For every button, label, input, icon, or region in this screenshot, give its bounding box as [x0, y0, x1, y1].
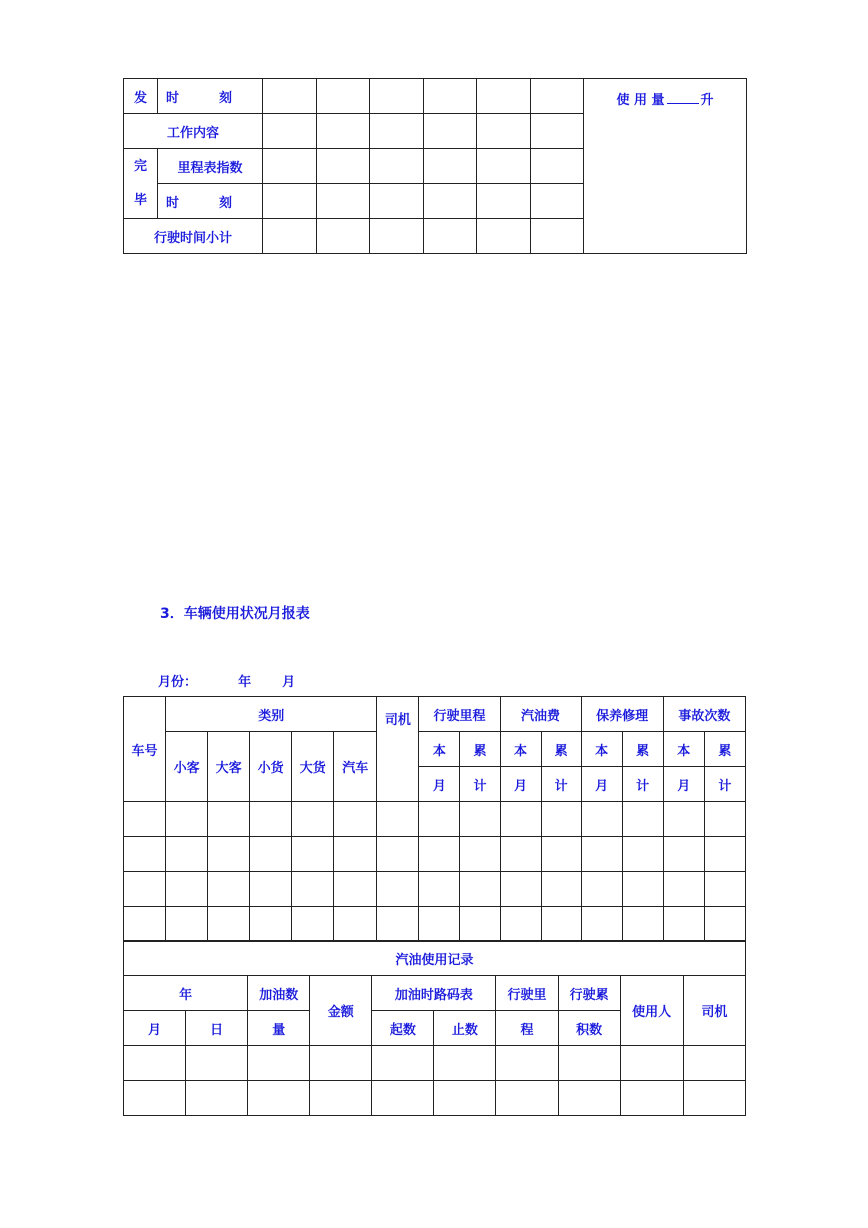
cell[interactable] — [317, 79, 370, 114]
cell[interactable] — [248, 1081, 310, 1116]
fuel-qty-header-1: 加油数 — [248, 976, 310, 1011]
cell[interactable] — [377, 907, 419, 942]
cell[interactable] — [250, 872, 292, 907]
sub-this-month-2: 月 — [500, 767, 541, 802]
sub-this-month-2: 月 — [581, 767, 622, 802]
sub-this-month-2: 月 — [663, 767, 704, 802]
cell[interactable] — [310, 1046, 372, 1081]
category-header: 类别 — [166, 697, 377, 732]
amount-header: 金额 — [310, 976, 372, 1046]
sub-this-month: 本 — [663, 732, 704, 767]
cell[interactable] — [263, 79, 317, 114]
work-content-label: 工作内容 — [124, 114, 263, 149]
finish-label: 完 毕 — [124, 149, 158, 219]
mileage-header-2: 程 — [496, 1011, 558, 1046]
sub-this-month-2: 月 — [419, 767, 460, 802]
cell[interactable] — [166, 872, 208, 907]
fuel-record-table — [123, 940, 746, 1116]
cell[interactable] — [372, 1046, 434, 1081]
fuel-usage-blank[interactable] — [667, 93, 699, 104]
cell[interactable] — [419, 907, 460, 942]
cell[interactable] — [434, 1046, 496, 1081]
cell[interactable] — [663, 837, 704, 872]
cell[interactable] — [250, 837, 292, 872]
cell[interactable] — [531, 219, 584, 254]
sub-cumulative: 累 — [622, 732, 663, 767]
day-header: 日 — [186, 1011, 248, 1046]
cell[interactable] — [186, 1046, 248, 1081]
sub-this-month: 本 — [419, 732, 460, 767]
cell[interactable] — [419, 837, 460, 872]
odometer-at-fuel-header: 加油时路码表 — [372, 976, 496, 1011]
cell[interactable] — [208, 837, 250, 872]
sub-cumulative: 累 — [460, 732, 500, 767]
cell[interactable] — [124, 872, 166, 907]
cell[interactable] — [424, 149, 477, 184]
cell[interactable] — [370, 184, 424, 219]
cell[interactable] — [124, 1046, 186, 1081]
cell[interactable] — [663, 802, 704, 837]
cell[interactable] — [166, 837, 208, 872]
cell[interactable] — [477, 114, 531, 149]
cell[interactable] — [372, 1081, 434, 1116]
cell[interactable] — [124, 837, 166, 872]
cell[interactable] — [317, 114, 370, 149]
start-header: 起数 — [372, 1011, 434, 1046]
cell[interactable] — [460, 872, 500, 907]
year-header: 年 — [124, 976, 248, 1011]
month-char: 月 — [282, 675, 296, 690]
cell[interactable] — [334, 907, 377, 942]
finish-time-label: 时 刻 — [158, 184, 263, 219]
fuel-usage-label: 使 用 量 — [616, 93, 665, 108]
sub-cumulative-2: 计 — [622, 767, 663, 802]
cell[interactable] — [124, 1081, 186, 1116]
end-header: 止数 — [434, 1011, 496, 1046]
mileage-header-1: 行驶里 — [496, 976, 558, 1011]
cell[interactable] — [704, 872, 745, 907]
cell[interactable] — [541, 872, 581, 907]
cell[interactable] — [460, 802, 500, 837]
cell[interactable] — [263, 114, 317, 149]
cell[interactable] — [541, 907, 581, 942]
vehicle-dispatch-table — [123, 78, 747, 254]
sub-cumulative-2: 计 — [704, 767, 745, 802]
cell[interactable] — [500, 837, 541, 872]
monthly-report-table — [123, 696, 746, 942]
driver-header: 司机 — [377, 697, 419, 802]
cell[interactable] — [704, 837, 745, 872]
cell[interactable] — [334, 872, 377, 907]
cell[interactable] — [531, 79, 584, 114]
year-char: 年 — [238, 675, 252, 690]
cell[interactable] — [248, 1046, 310, 1081]
cell[interactable] — [477, 219, 531, 254]
cell[interactable] — [317, 149, 370, 184]
cell[interactable] — [620, 1081, 683, 1116]
cell[interactable] — [683, 1046, 745, 1081]
cell[interactable] — [292, 802, 334, 837]
category-small-truck: 小货 — [250, 732, 292, 802]
cell[interactable] — [334, 837, 377, 872]
category-car: 汽车 — [334, 732, 377, 802]
cell[interactable] — [334, 802, 377, 837]
depart-label: 发 — [124, 79, 158, 114]
cell[interactable] — [500, 907, 541, 942]
cell[interactable] — [620, 1046, 683, 1081]
cell[interactable] — [419, 802, 460, 837]
cell[interactable] — [370, 219, 424, 254]
table-row — [124, 872, 746, 907]
sub-cumulative: 累 — [541, 732, 581, 767]
cumulative-header-1: 行驶累 — [558, 976, 620, 1011]
cell[interactable] — [541, 802, 581, 837]
cell[interactable] — [166, 907, 208, 942]
fuel-record-title: 汽油使用记录 — [124, 941, 746, 976]
sub-cumulative-2: 计 — [541, 767, 581, 802]
cell[interactable] — [377, 837, 419, 872]
table-row — [124, 1046, 746, 1081]
cell[interactable] — [208, 907, 250, 942]
cell[interactable] — [496, 1081, 558, 1116]
fuel-usage-cell — [584, 79, 747, 254]
cell[interactable] — [250, 802, 292, 837]
cell[interactable] — [186, 1081, 248, 1116]
cell[interactable] — [263, 149, 317, 184]
cell[interactable] — [424, 219, 477, 254]
fuel-usage-unit: 升 — [700, 93, 714, 108]
cell[interactable] — [370, 149, 424, 184]
category-small-bus: 小客 — [166, 732, 208, 802]
cell[interactable] — [496, 1046, 558, 1081]
driver-header: 司机 — [683, 976, 745, 1046]
cell[interactable] — [500, 872, 541, 907]
cell[interactable] — [704, 802, 745, 837]
cell[interactable] — [263, 184, 317, 219]
table-row — [124, 837, 746, 872]
cell[interactable] — [500, 802, 541, 837]
cell[interactable] — [292, 907, 334, 942]
fuel-cost-header: 汽油费 — [500, 697, 581, 732]
cell[interactable] — [531, 149, 584, 184]
cell[interactable] — [370, 79, 424, 114]
cell[interactable] — [460, 837, 500, 872]
depart-time-label: 时 刻 — [158, 79, 263, 114]
cell[interactable] — [377, 802, 419, 837]
cell[interactable] — [434, 1081, 496, 1116]
accident-header: 事故次数 — [663, 697, 745, 732]
cell[interactable] — [166, 802, 208, 837]
cell[interactable] — [477, 79, 531, 114]
cell[interactable] — [581, 872, 622, 907]
cell[interactable] — [124, 907, 166, 942]
cell[interactable] — [622, 837, 663, 872]
cell[interactable] — [622, 872, 663, 907]
driving-subtotal-label: 行驶时间小计 — [124, 219, 263, 254]
fuel-qty-header-2: 量 — [248, 1011, 310, 1046]
cell[interactable] — [424, 114, 477, 149]
sub-cumulative: 累 — [704, 732, 745, 767]
cell[interactable] — [208, 802, 250, 837]
cell[interactable] — [424, 184, 477, 219]
cell[interactable] — [558, 1081, 620, 1116]
cell[interactable] — [292, 872, 334, 907]
cell[interactable] — [541, 837, 581, 872]
month-header: 月 — [124, 1011, 186, 1046]
cell[interactable] — [704, 907, 745, 942]
cell[interactable] — [581, 837, 622, 872]
cell[interactable] — [663, 872, 704, 907]
cell[interactable] — [263, 219, 317, 254]
sub-this-month: 本 — [581, 732, 622, 767]
category-large-truck: 大货 — [292, 732, 334, 802]
car-no-header: 车号 — [124, 697, 166, 802]
cell[interactable] — [683, 1081, 745, 1116]
cell[interactable] — [531, 114, 584, 149]
cell[interactable] — [250, 907, 292, 942]
maintenance-header: 保养修理 — [581, 697, 663, 732]
cell[interactable] — [558, 1046, 620, 1081]
cell[interactable] — [124, 802, 166, 837]
section-heading: 3．车辆使用状况月报表 — [160, 606, 310, 622]
cell[interactable] — [419, 872, 460, 907]
cell[interactable] — [377, 872, 419, 907]
cell[interactable] — [208, 872, 250, 907]
cell[interactable] — [317, 219, 370, 254]
category-large-bus: 大客 — [208, 732, 250, 802]
cell[interactable] — [424, 79, 477, 114]
table-row — [124, 907, 746, 942]
cell[interactable] — [622, 802, 663, 837]
sub-this-month: 本 — [500, 732, 541, 767]
cell[interactable] — [292, 837, 334, 872]
month-label: 月份： — [158, 675, 198, 690]
cell[interactable] — [477, 149, 531, 184]
cell[interactable] — [317, 184, 370, 219]
cumulative-header-2: 积数 — [558, 1011, 620, 1046]
cell[interactable] — [531, 184, 584, 219]
cell[interactable] — [460, 907, 500, 942]
cell[interactable] — [370, 114, 424, 149]
cell[interactable] — [581, 802, 622, 837]
cell[interactable] — [581, 907, 622, 942]
mileage-header: 行驶里程 — [419, 697, 500, 732]
cell[interactable] — [663, 907, 704, 942]
month-line — [158, 671, 295, 690]
table-row — [124, 1081, 746, 1116]
user-header: 使用人 — [620, 976, 683, 1046]
cell[interactable] — [477, 184, 531, 219]
cell[interactable] — [622, 907, 663, 942]
cell[interactable] — [310, 1081, 372, 1116]
table-row — [124, 802, 746, 837]
sub-cumulative-2: 计 — [460, 767, 500, 802]
odometer-label: 里程表指数 — [158, 149, 263, 184]
